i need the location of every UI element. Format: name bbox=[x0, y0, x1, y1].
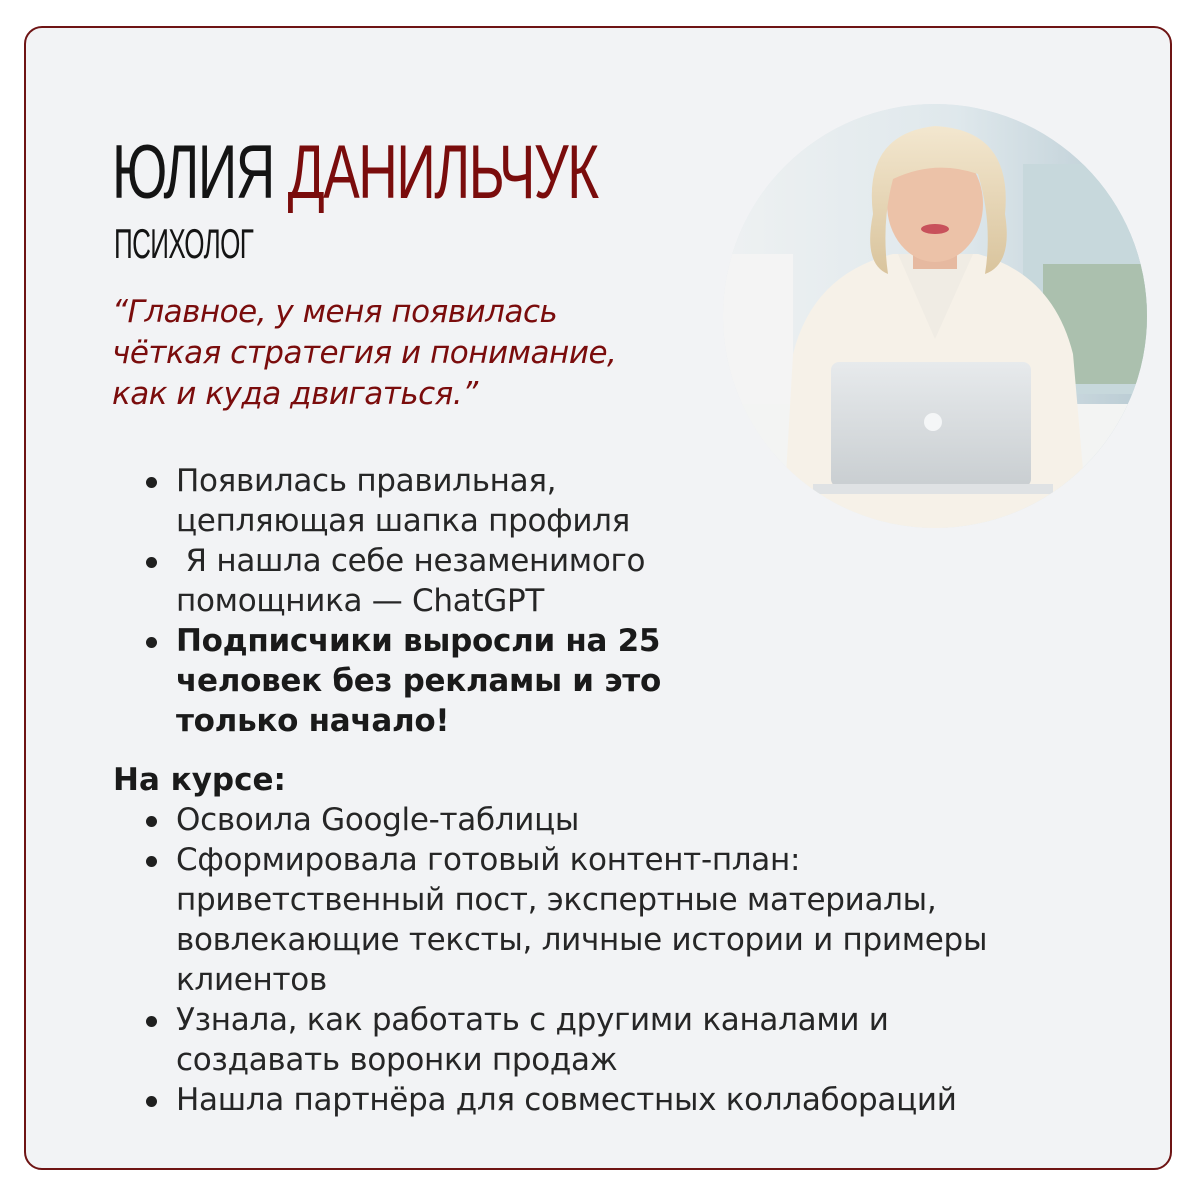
list-item-text: вовлекающие тексты, личные истории и примеры bbox=[176, 922, 988, 958]
list-item-text: помощника — ChatGPT bbox=[176, 583, 545, 619]
person-role: ПСИХОЛОГ bbox=[114, 220, 254, 267]
results-list bbox=[140, 461, 661, 741]
list-item-text: человек без рекламы и это bbox=[176, 663, 661, 699]
list-item-text: клиентов bbox=[176, 962, 327, 998]
list-item-text: цепляющая шапка профиля bbox=[176, 503, 631, 539]
list-item bbox=[140, 1000, 987, 1080]
list-item-text: приветственный пост, экспертные материалы, bbox=[176, 882, 937, 918]
list-item-text: Сформировала готовый контент-план: bbox=[176, 842, 801, 878]
list-item-text: Подписчики выросли на 25 bbox=[176, 623, 661, 659]
first-name: ЮЛИЯ bbox=[112, 130, 274, 215]
list-item-text: создавать воронки продаж bbox=[176, 1042, 618, 1078]
list-item-text: Нашла партнёра для совместных коллабораций bbox=[176, 1082, 957, 1118]
portrait-photo bbox=[723, 104, 1147, 528]
portrait-illustration bbox=[723, 104, 1147, 528]
quote-line: “Главное, у меня появилась bbox=[112, 294, 558, 330]
last-name: ДАНИЛЬЧУК bbox=[287, 130, 598, 215]
testimonial-quote bbox=[112, 292, 732, 415]
list-item bbox=[140, 461, 661, 541]
course-heading: На курсе: bbox=[113, 762, 286, 798]
list-item bbox=[140, 800, 987, 840]
list-item-text: Появилась правильная, bbox=[176, 463, 557, 499]
course-list bbox=[140, 800, 987, 1120]
list-item-text: Узнала, как работать с другими каналами и bbox=[176, 1002, 889, 1038]
person-name bbox=[112, 118, 598, 228]
list-item bbox=[140, 1080, 987, 1120]
list-item-text: Я нашла себе незаменимого bbox=[176, 543, 646, 579]
quote-line: как и куда двигаться.” bbox=[112, 376, 478, 412]
list-item bbox=[140, 621, 661, 741]
quote-line: чёткая стратегия и понимание, bbox=[112, 335, 617, 371]
list-item-text: только начало! bbox=[176, 703, 450, 739]
list-item-text: Освоила Google-таблицы bbox=[176, 802, 580, 838]
list-item bbox=[140, 541, 661, 621]
list-item bbox=[140, 840, 987, 1000]
